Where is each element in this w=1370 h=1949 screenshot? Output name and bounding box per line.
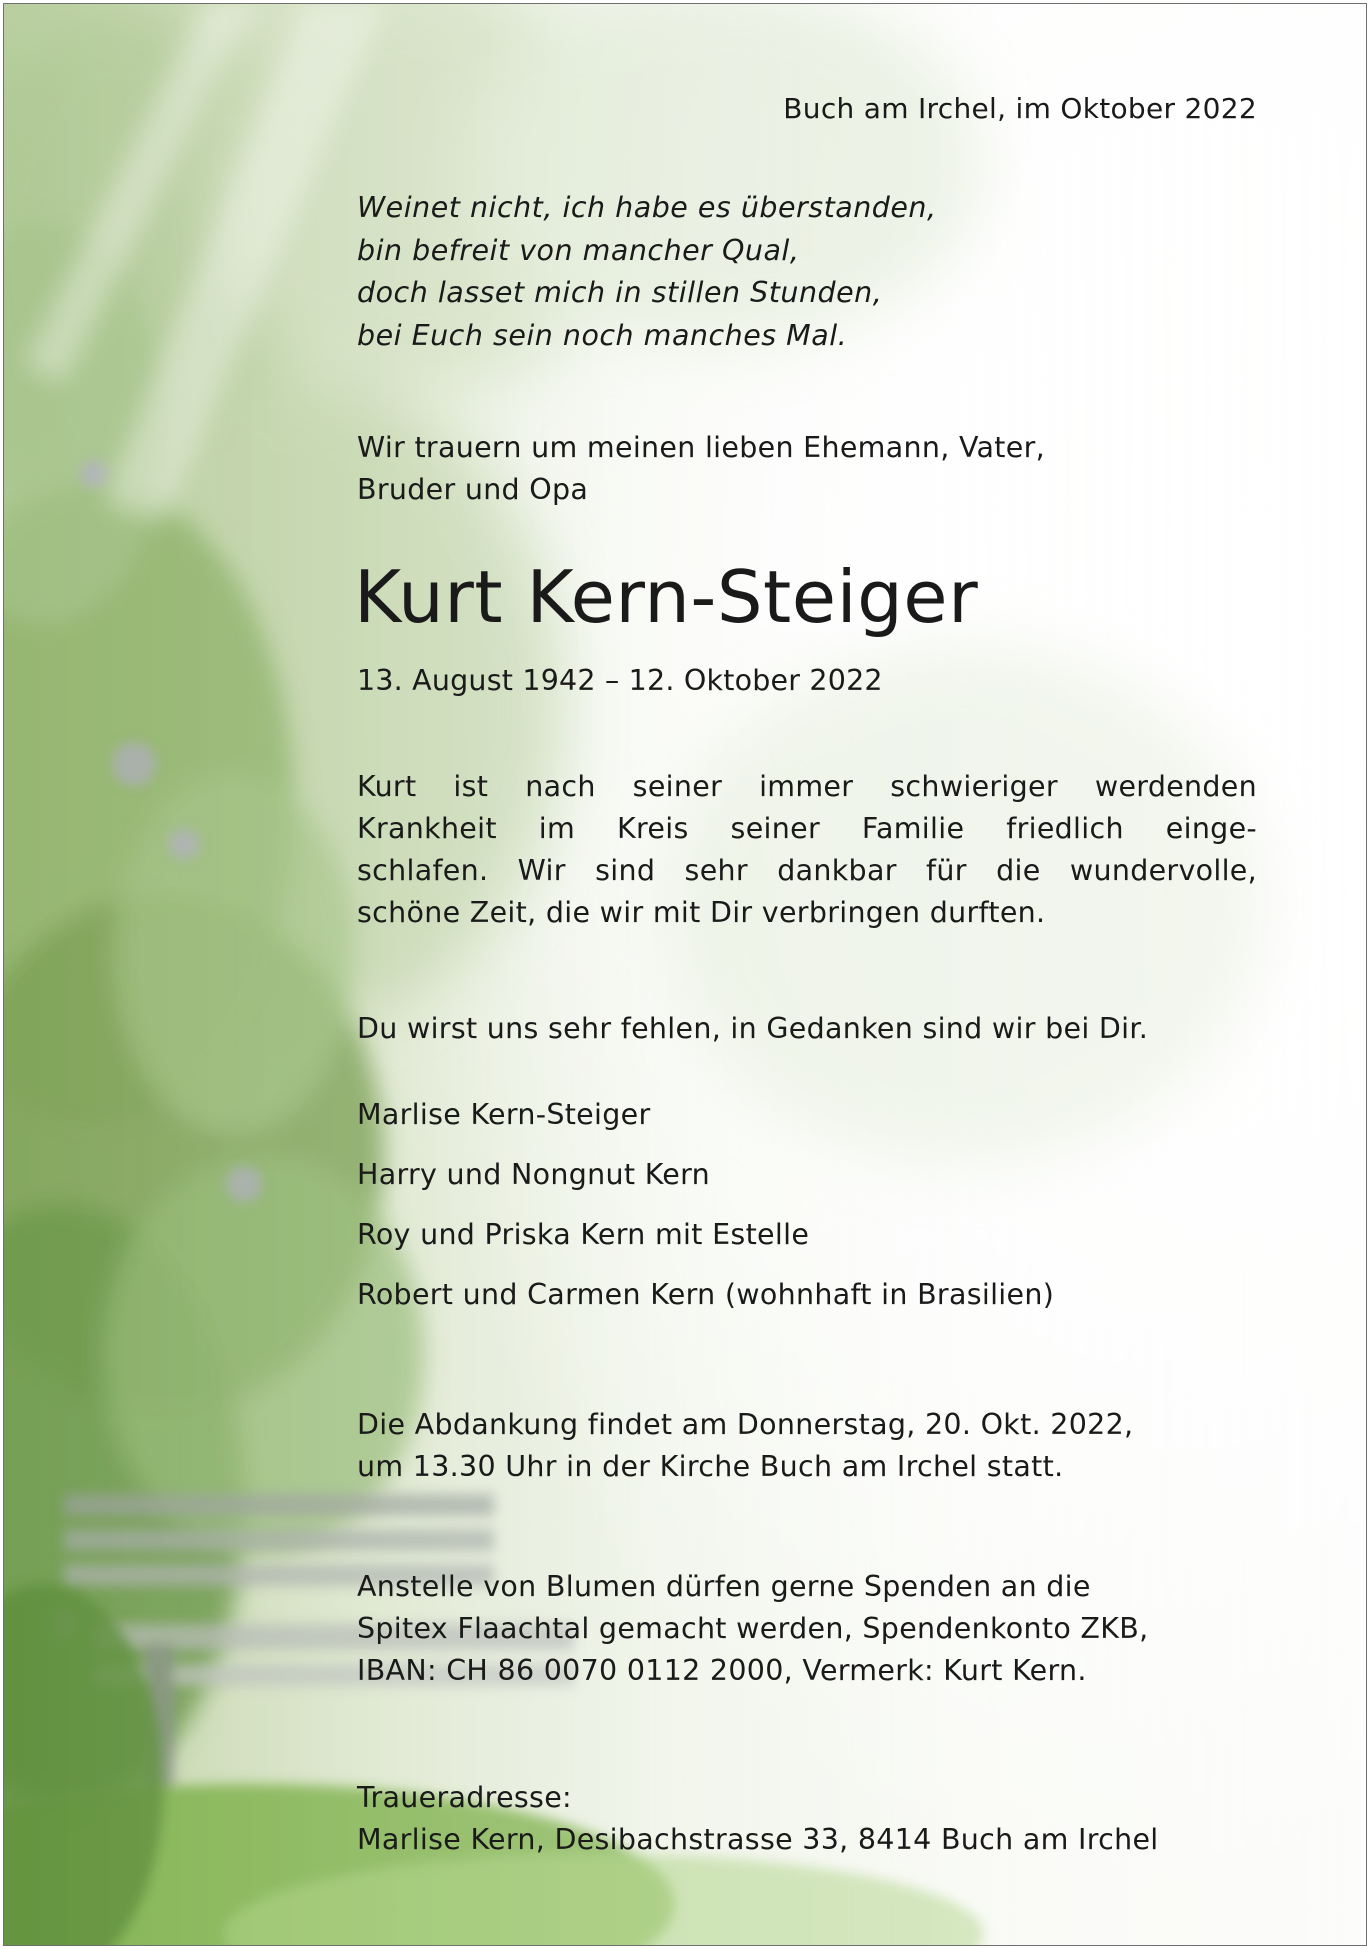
family-member: Harry und Nongnut Kern xyxy=(357,1158,710,1191)
service-line: Die Abdankung findet am Donnerstag, 20. Okt. 2022, xyxy=(357,1408,1134,1441)
poem xyxy=(357,187,937,357)
family-list xyxy=(357,1094,1054,1334)
poem-line: bei Euch sein noch manches Mal. xyxy=(357,318,848,352)
poem-line: doch lasset mich in stillen Stunden, xyxy=(357,276,883,309)
poem-line: bin befreit von mancher Qual, xyxy=(357,233,800,267)
donation-line: IBAN: CH 86 0070 0112 2000, Vermerk: Kurt Kern. xyxy=(357,1654,1087,1687)
poem-line: Weinet nicht, ich habe es überstanden, xyxy=(357,191,937,224)
donation-line: Anstelle von Blumen dürfen gerne Spenden an die xyxy=(357,1570,1091,1603)
donation-line: Spitex Flaachtal gemacht werden, Spendenkonto ZKB, xyxy=(357,1612,1149,1645)
address-line: Marlise Kern, Desibachstrasse 33, 8414 Buch am Irchel xyxy=(357,1823,1159,1856)
mourning-intro xyxy=(357,427,1045,511)
family-member: Marlise Kern-Steiger xyxy=(357,1098,651,1131)
paragraph-line: schlafen. Wir sind sehr dankbar für die wundervolle, xyxy=(357,854,1257,887)
deceased-name: Kurt Kern-Steiger xyxy=(354,555,979,639)
closing-line: Du wirst uns sehr fehlen, in Gedanken sind wir bei Dir. xyxy=(357,1012,1149,1045)
paragraph-line: Krankheit im Kreis seiner Familie friedlich einge- xyxy=(357,812,1257,845)
paragraph-line: schöne Zeit, die wir mit Dir verbringen durften. xyxy=(357,896,1046,929)
intro-line: Wir trauern um meinen lieben Ehemann, Vater, xyxy=(357,431,1045,464)
family-member: Robert und Carmen Kern (wohnhaft in Brasilien) xyxy=(357,1278,1055,1311)
service-line: um 13.30 Uhr in der Kirche Buch am Irchel statt. xyxy=(357,1450,1064,1483)
funeral-service-info xyxy=(357,1404,1133,1488)
obituary-page xyxy=(3,3,1367,1946)
address-label: Traueradresse: xyxy=(357,1781,572,1814)
donation-info xyxy=(357,1566,1148,1692)
paragraph-line: Kurt ist nach seiner immer schwieriger werdenden xyxy=(357,770,1257,803)
place-date-line: Buch am Irchel, im Oktober 2022 xyxy=(783,92,1257,125)
intro-line: Bruder und Opa xyxy=(357,473,589,506)
family-member: Roy und Priska Kern mit Estelle xyxy=(357,1218,810,1251)
life-dates: 13. August 1942 – 12. Oktober 2022 xyxy=(357,664,883,697)
farewell-paragraph xyxy=(357,766,1257,934)
mourning-address xyxy=(357,1777,1159,1861)
